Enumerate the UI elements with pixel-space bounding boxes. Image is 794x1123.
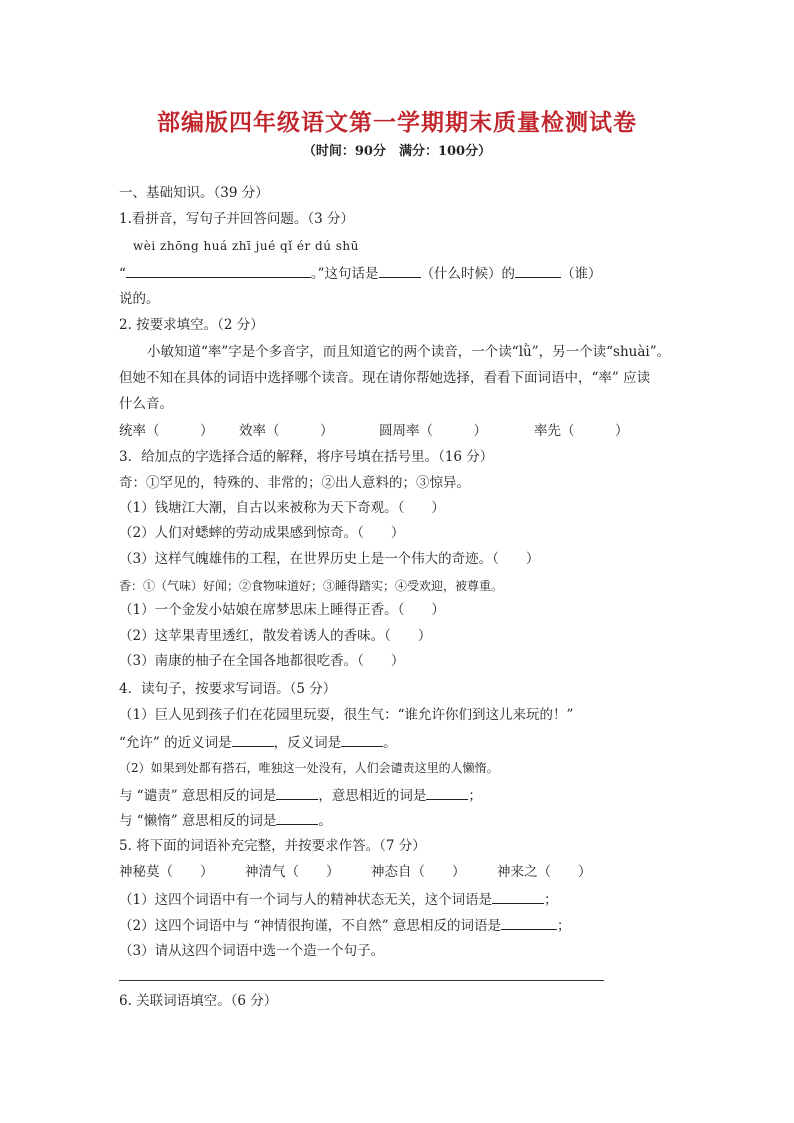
question-2-paragraph-1: 小敏知道“率”字是个多音字，而且知道它的两个读音，一个读“lǜ”，另一个读“shuài”。 [147,344,671,360]
idiom-item[interactable]: 神清气（ ） [245,864,340,880]
q4-text: ，意思相近的词是 [318,788,427,804]
word-item[interactable]: 效率（ ） [239,423,334,439]
q5-text: ； [556,918,571,934]
page-title: 部编版四年级语文第一学期期末质量检测试卷 [157,109,637,136]
question-2-paragraph-2: 但她不知在具体的词语中选择哪个读音。现在请你帮她选择，看看下面词语中，“率” 应读 [119,370,651,386]
qi-item[interactable]: （3）这样气魄雄伟的工程，在世界历史上是一个伟大的奇迹。（ ） [119,551,540,567]
idiom-item[interactable]: 神秘莫（ ） [119,864,214,880]
question-4-answer-3 [119,810,332,830]
q1-text-mid: 。”这句话是 [310,266,379,282]
section-heading: 一、基础知识。（39 分） [119,185,269,201]
idiom-item[interactable]: 神态自（ ） [371,864,466,880]
word-item[interactable]: 统率（ ） [119,423,214,439]
answer-blank[interactable] [501,915,557,930]
when-blank[interactable] [379,263,421,278]
q4-text: ，反义词是 [273,735,342,751]
q1-text-mid2: （什么时候）的 [420,266,516,282]
q5-text: （2）这四个词语中与 “神情很拘谨，不自然” 意思相反的词语是 [119,918,501,934]
idiom-item[interactable]: 神来之（ ） [497,864,592,880]
q4-text: ； [468,788,482,804]
question-5-words [119,863,592,881]
q5-text: ； [544,892,558,908]
question-4-sentence-2: （2）如果到处都有搭石，唯独这一处没有，人们会谴责这里的人懒惰。 [119,761,499,775]
question-2-words [119,422,629,440]
xiang-definition: 香：①（气味）好闻；②食物味道好；③睡得踏实；④受欢迎，被尊重。 [119,579,504,593]
q4-text: 与 “懒惰” 意思相反的词是 [119,813,277,829]
xiang-item[interactable]: （1）一个金发小姑娘在席梦思床上睡得正香。（ ） [119,602,445,618]
question-5-heading: 5. 将下面的词语补充完整，并按要求作答。（7 分） [119,838,426,854]
q4-text: 与 “谴责” 意思相反的词是 [119,788,277,804]
q5-text: （1）这四个词语中有一个词与人的精神状态无关，这个词语是 [119,892,493,908]
question-5-item-3: （3）请从这四个词语中选一个造一个句子。 [119,943,385,959]
q4-text: “允许” 的近义词是 [119,735,232,751]
xiang-item[interactable]: （3）南康的柚子在全国各地都很吃香。（ ） [119,653,405,669]
xiang-item[interactable]: （2）这苹果青里透红，散发着诱人的香味。（ ） [119,628,432,644]
who-blank[interactable] [515,263,561,278]
q4-text: 。 [383,735,397,751]
q4-text: 。 [318,813,332,829]
antonym-blank[interactable] [276,785,318,800]
answer-blank[interactable] [492,889,544,904]
question-5-item-1 [119,889,558,909]
question-6-heading: 6. 关联词语填空。（6 分） [119,993,278,1009]
page-subtitle: （时间：90分 满分：100分） [302,144,492,159]
word-item[interactable]: 率先（ ） [534,423,629,439]
qi-definition: 奇：①罕见的，特殊的、非常的；②出人意料的；③惊异。 [119,475,470,491]
question-1-pinyin: wèi zhōng huá zhī jué qǐ ér dú shū [133,239,359,253]
question-4-answer-2 [119,785,482,805]
qi-item[interactable]: （2）人们对蟋蟀的劳动成果感到惊奇。（ ） [119,525,405,541]
qi-item[interactable]: （1）钱塘江大潮，自古以来被称为天下奇观。（ ） [119,500,445,516]
sentence-blank[interactable] [126,263,311,278]
q1-text-end: （谁） [561,266,602,282]
word-item[interactable]: 圆周率（ ） [379,423,487,439]
sentence-answer-line[interactable] [119,980,604,981]
question-4-sentence-1: （1）巨人见到孩子们在花园里玩耍，很生气：“谁允许你们到这儿来玩的！” [119,707,574,723]
synonym-blank[interactable] [426,785,468,800]
question-3-heading: 3．给加点的字选择合适的解释，将序号填在括号里。（16 分） [119,449,494,465]
open-quote: “ [119,266,126,282]
antonym-blank[interactable] [341,732,383,747]
question-1-heading: 1.看拼音，写句子并回答问题。（3 分） [119,211,355,227]
question-4-heading: 4．读句子，按要求写词语。（5 分） [119,681,337,697]
question-2-heading: 2. 按要求填空。（2 分） [119,317,264,333]
question-4-answer-1 [119,732,397,752]
question-1-answer-line [119,263,602,283]
antonym-blank[interactable] [276,810,318,825]
question-2-paragraph-3: 什么音。 [119,396,173,412]
synonym-blank[interactable] [232,732,274,747]
question-5-item-2 [119,915,570,935]
question-1-tail: 说的。 [119,291,160,307]
